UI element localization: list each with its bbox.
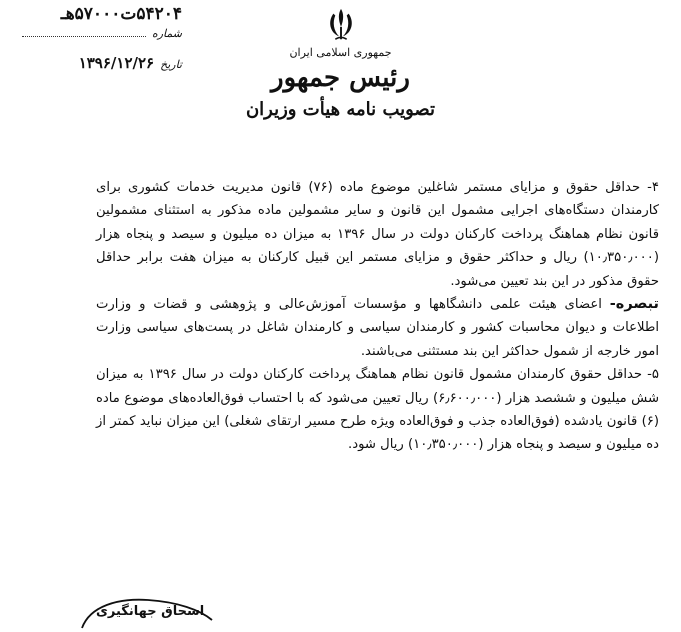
republic-title: جمهوری اسلامی ایران — [289, 46, 392, 59]
document-number: ۵۴۲۰۴ت۵۷۰۰۰هـ — [60, 4, 182, 24]
cabinet-title: تصویب نامه هیأت وزیران — [245, 99, 436, 120]
iran-emblem-icon — [322, 6, 360, 44]
number-label: شماره — [151, 27, 182, 40]
note-text: اعضای هیئت علمی دانشگاهها و مؤسسات آموزش‌عالی و پژوهشی و قضات و وزارت اطلاعات و دیوان محاسبات کشور و کارمندان سیاسی و کارمندان شاغل در پست‌های سیاسی وزارت امور خارجه از شمول حداکثر این بند مستثنی می‌باشند. — [96, 297, 659, 359]
paragraph-5: ۵- حداقل حقوق کارمندان مشمول قانون نظام هماهنگ پرداخت کارکنان دولت در سال ۱۳۹۶ به میزان شش میلیون و ششصد هزار (۶٫۶۰۰٫۰۰۰) ریال تعیین می‌شود که با احتساب فوق‌العاده‌های موضوع ماده (۶) قانون یادشده (فوق‌العاده جذب و فوق‌العاده ویژه طرح مسیر ارتقای شغلی) این میزان نباید کمتر از ده میلیون و سیصد و پنجاه هزار (۱۰٫۳۵۰٫۰۰۰) ریال شود. — [96, 367, 659, 453]
note-paragraph — [96, 293, 659, 363]
date-label: تاریخ — [160, 58, 182, 71]
president-title: رئیس جمهور — [271, 63, 410, 93]
note-title: تبصره- — [609, 296, 659, 313]
decree-body — [96, 176, 659, 457]
letterhead — [0, 6, 681, 120]
document-date: ۱۳۹۶/۱۲/۲۶ — [78, 54, 155, 72]
signatory-name: اسحاق جهانگیری — [96, 604, 205, 619]
paragraph-4: ۴- حداقل حقوق و مزایای مستمر شاغلین موضوع ماده (۷۶) قانون مدیریت خدمات کشوری برای کارمندان دستگاه‌های اجرایی مشمول این قانون و سایر مشمولین ماده مذکور به استثنای مشمولین قانون نظام هماهنگ پرداخت کارکنان دولت در سال ۱۳۹۶ به میزان ده میلیون و سیصد و پنجاه هزار (۱۰٫۳۵۰٫۰۰۰) ریال و حداکثر حقوق و مزایای مستمر این قبیل کارکنان به میزان هفت برابر حداقل حقوق مذکور در این بند تعیین می‌شود. — [96, 180, 659, 289]
